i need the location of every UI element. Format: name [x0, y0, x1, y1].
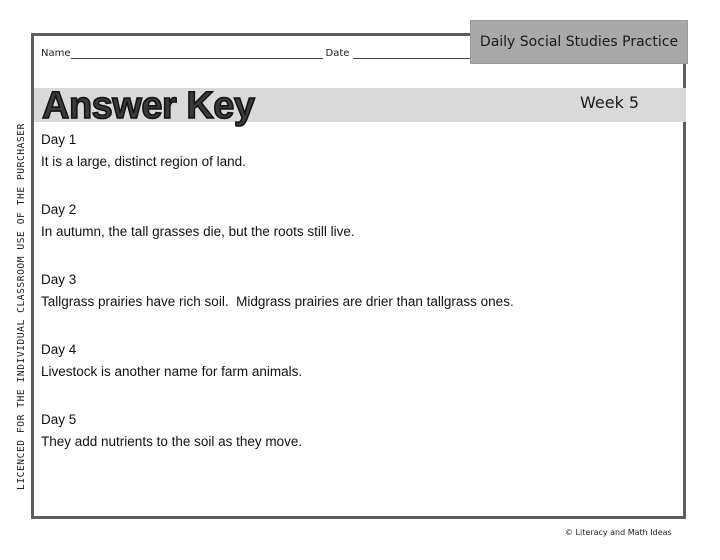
copyright-notice: © Literacy and Math Ideas — [565, 528, 672, 537]
answers-list — [41, 130, 514, 480]
day-label: Day 5 — [41, 412, 77, 427]
day-label: Day 1 — [41, 132, 77, 147]
series-title: Daily Social Studies Practice — [479, 34, 679, 50]
licence-notice: LICENCED FOR THE INDIVIDUAL CLASSROOM USE OF THE PURCHASER — [16, 123, 27, 490]
day-entry — [41, 200, 514, 270]
date-label: Date — [325, 48, 350, 59]
day-label: Day 2 — [41, 202, 77, 217]
day-label: Day 4 — [41, 342, 77, 357]
name-label: Name — [41, 48, 71, 59]
day-answer: In autumn, the tall grasses die, but the roots still live. — [41, 224, 355, 239]
page-title: Answer Key — [42, 85, 255, 127]
day-entry — [41, 130, 514, 200]
day-entry — [41, 340, 514, 410]
day-answer: Tallgrass prairies have rich soil. Midgrass prairies are drier than tallgrass ones. — [41, 294, 514, 309]
name-date-row — [41, 48, 491, 59]
day-answer: It is a large, distinct region of land. — [41, 154, 246, 169]
name-field[interactable] — [71, 48, 323, 59]
day-entry — [41, 270, 514, 340]
day-answer: Livestock is another name for farm animals. — [41, 364, 303, 379]
week-label: Week 5 — [580, 93, 640, 112]
day-entry — [41, 410, 514, 480]
date-field[interactable] — [353, 48, 488, 59]
day-label: Day 3 — [41, 272, 77, 287]
day-answer: They add nutrients to the soil as they move. — [41, 434, 303, 449]
series-title-badge — [470, 20, 688, 64]
